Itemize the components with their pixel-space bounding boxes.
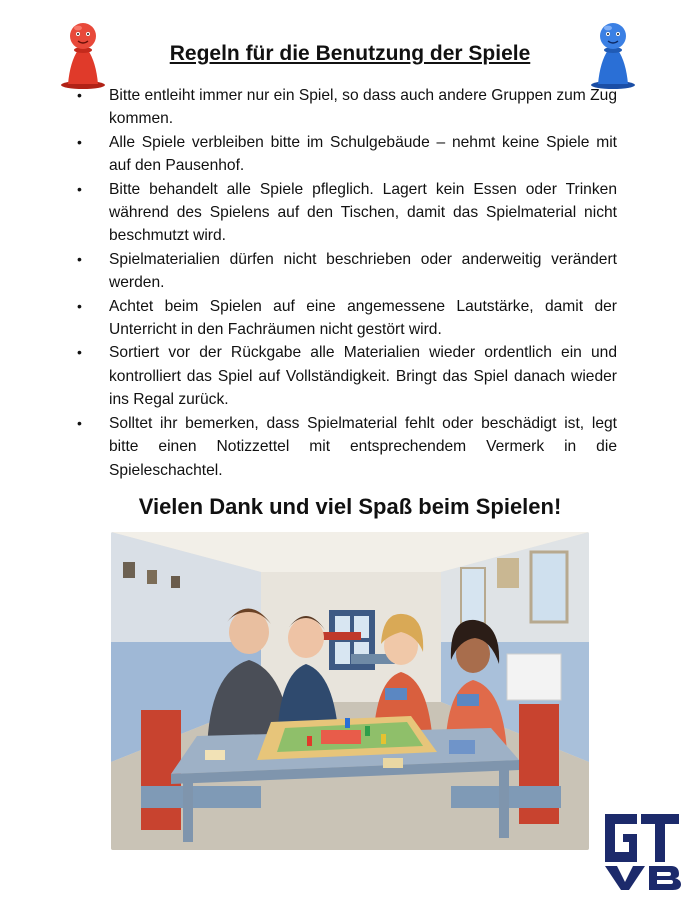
list-item: • Bitte entleiht immer nur ein Spiel, so dass auch andere Gruppen zum Zug kommen. bbox=[77, 84, 617, 131]
bullet: • bbox=[77, 180, 82, 197]
closing-message: Vielen Dank und viel Spaß beim Spielen! bbox=[138, 494, 562, 519]
bullet: • bbox=[77, 414, 82, 431]
list-item: • Alle Spiele verbleiben bitte im Schulgebäude – nehmt keine Spiele mit auf den Pausenhof. bbox=[77, 131, 617, 178]
list-item: • Bitte behandelt alle Spiele pfleglich. Lagert kein Essen oder Trinken während des Spielens auf den Tischen, damit das Spielmaterial nicht beschmutzt wird. bbox=[77, 178, 617, 248]
list-item: • Achtet beim Spielen auf eine angemessene Lautstärke, damit der Unterricht in den Fachräumen nicht gestört wird. bbox=[77, 295, 617, 342]
bullet: • bbox=[77, 344, 82, 361]
students-playing-board-game-illustration bbox=[111, 532, 589, 850]
page-title: Regeln für die Benutzung der Spiele bbox=[169, 42, 531, 65]
bullet: • bbox=[77, 133, 82, 150]
list-item: • Spielmaterialien dürfen nicht beschrieben oder anderweitig verändert werden. bbox=[77, 248, 617, 295]
list-item: • Solltet ihr bemerken, dass Spielmaterial fehlt oder beschädigt ist, legt bitte einen Notizzettel mit entsprechendem Vermerk in die Spieleschachtel. bbox=[77, 412, 617, 482]
rules-list bbox=[77, 84, 617, 482]
school-logo-icon bbox=[601, 808, 683, 892]
bullet: • bbox=[77, 87, 82, 103]
bullet: • bbox=[77, 297, 82, 314]
list-item: • Sortiert vor der Rückgabe alle Materialien wieder ordentlich ein und kontrolliert das Spiel auf Vollständigkeit. Bringt das Spiel danach wieder ins Regal zurück. bbox=[77, 341, 617, 411]
bullet: • bbox=[77, 250, 82, 267]
